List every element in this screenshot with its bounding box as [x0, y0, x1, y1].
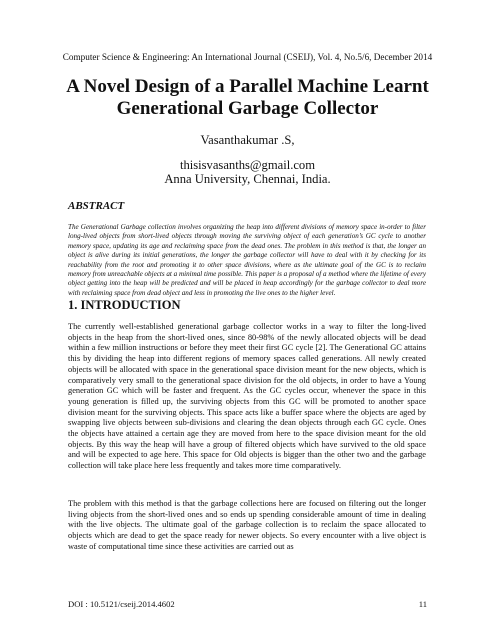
introduction-heading: 1. INTRODUCTION [68, 298, 181, 312]
author-affiliation: Anna University, Chennai, India. [164, 172, 331, 186]
title-line-1: A Novel Design of a Parallel Machine Learnt [66, 76, 429, 97]
footer-page-number: 11 [418, 599, 427, 609]
paper-title [40, 76, 455, 120]
author-name: Vasanthakumar .S, [200, 133, 295, 147]
introduction-paragraph-1: The currently well-established generational garbage collector works in a way to filter the long-lived objects in the heap from the short-lived ones, since 80-98% of the newly allocated objects will be dead within a few million instructions or before they meet their first GC cycle [2]. The Generational GC attains this by dividing the heap into different regions of memory spaces called generations. All newly created objects will be allocated with space in the generational space division meant for the new objects, which is comparatively very small to the generational space division for the old objects, in order to have a Young generation GC which will be faster and frequent. As the GC cycles occur, whenever the space in this young generation is filled up, the surviving objects from this GC will be promoted to another space division meant for the surviving objects. This space acts like a buffer space where the objects are aged by swapping live objects between sub-divisions and clearing the dean objects through each GC cycle. Ones the objects have attained a certain age they are moved from here to the space division meant for the old objects. By this way the heap will have a group of filtered objects which have survived to the old space and will be expected to age here. This space for Old objects is bigger than the other two and the garbage collection will take place here less frequently and takes more time comparatively. [68, 322, 426, 471]
introduction-paragraph-2: The problem with this method is that the garbage collections here are focused on filtering out the longer living objects from the short-lived ones and so ends up spending considerable amount of time in dealing with the live objects. The ultimate goal of the garbage collection is to reclaim the space allocated to objects which are dead to get the space ready for newer objects. So every encounter with a live object is waste of computational time since these activities are carried out as [68, 499, 426, 551]
abstract-heading: ABSTRACT [68, 200, 125, 212]
journal-header: Computer Science & Engineering: An International Journal (CSEIJ), Vol. 4, No.5/6, December 2014 [62, 52, 433, 62]
abstract-text: The Generational Garbage collection involves organizing the heap into different divisions of memory space in-order to filter long-lived objects from short-lived objects through moving the surviving object of each generation’s GC cycle to another memory space, updating its age and reclaiming space from the dead ones. The problem in this method is that, the longer an object is alive during its initial generations, the longer the garbage collector will have to deal with it by checking for its reachability from the root and promoting it to other space divisions, where as the ultimate goal of the GC is to reclaim memory from unreachable objects at a minimal time possible. This paper is a proposal of a method where the lifetime of every object getting into the heap will be predicted and will be placed in heap accordingly for the garbage collector to deal more with reclaiming space from dead object and less in promoting the live ones to the higher level. [68, 223, 426, 297]
title-line-2: Generational Garbage Collector [116, 98, 379, 119]
author-email: thisisvasanths@gmail.com [179, 158, 316, 172]
footer-doi: DOI : 10.5121/cseij.2014.4602 [68, 599, 175, 609]
